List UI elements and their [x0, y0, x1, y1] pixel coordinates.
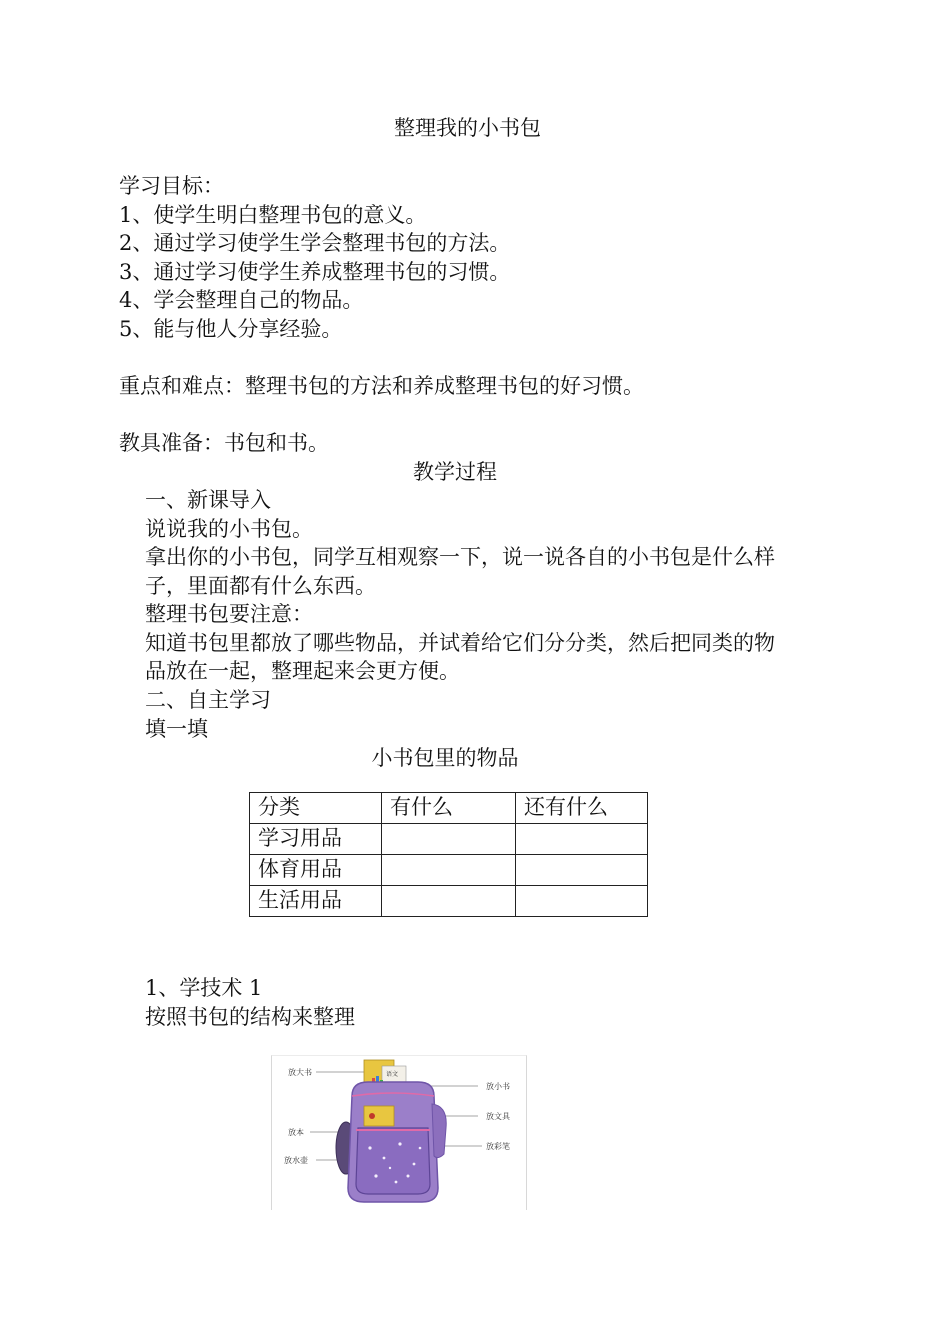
- label-notebook: 放本: [288, 1128, 304, 1137]
- objective-item-2: 2、通过学习使学生学会整理书包的方法。: [119, 231, 511, 255]
- backpack-illustration: [272, 1056, 526, 1210]
- section1-heading: 一、新课导入: [145, 488, 271, 512]
- section1-line-6: 品放在一起，整理起来会更方便。: [145, 659, 460, 683]
- table-row: [250, 886, 648, 917]
- objectives-heading: 学习目标：: [119, 174, 224, 198]
- document-title: 整理我的小书包: [394, 116, 541, 140]
- backpack-figure: [271, 1055, 527, 1210]
- label-water-bottle: 放水壶: [284, 1156, 308, 1165]
- table-cell-category: 生活用品: [250, 886, 382, 917]
- table-cell-category: 体育用品: [250, 855, 382, 886]
- teaching-aids: 教具准备：书包和书。: [119, 431, 329, 455]
- section1-line-3: 子，里面都有什么东西。: [145, 574, 376, 598]
- section2-heading: 二、自主学习: [145, 688, 271, 712]
- table-header-cell: 分类: [250, 793, 382, 824]
- process-title: 教学过程: [413, 460, 497, 484]
- table-cell-blank[interactable]: [382, 824, 516, 855]
- objective-item-5: 5、能与他人分享经验。: [119, 317, 343, 341]
- table-row: [250, 855, 648, 886]
- table-title: 小书包里的物品: [371, 746, 519, 770]
- label-crayons: 放彩笔: [486, 1142, 510, 1151]
- key-points: 重点和难点：整理书包的方法和养成整理书包的好习惯。: [119, 374, 644, 398]
- label-big-book: 放大书: [288, 1068, 312, 1077]
- table-row: [250, 824, 648, 855]
- table-cell-blank[interactable]: [516, 855, 648, 886]
- section1-line-5: 知道书包里都放了哪些物品，并试着给它们分分类，然后把同类的物: [145, 631, 775, 655]
- table-header-row: [250, 793, 648, 824]
- table-cell-blank[interactable]: [382, 855, 516, 886]
- fill-in-label: 填一填: [145, 717, 208, 741]
- table-cell-blank[interactable]: [516, 886, 648, 917]
- section1-line-1: 说说我的小书包。: [145, 517, 313, 541]
- table-cell-blank[interactable]: [382, 886, 516, 917]
- svg-text:语文: 语文: [386, 1071, 399, 1078]
- section1-line-2: 拿出你的小书包，同学互相观察一下，说一说各自的小书包是什么样: [145, 545, 775, 569]
- skill1-heading: 1、学技术 1: [145, 976, 263, 1000]
- items-table: [249, 792, 648, 917]
- table-header-cell: 有什么: [382, 793, 516, 824]
- objective-item-4: 4、学会整理自己的物品。: [119, 288, 364, 312]
- table-header-cell: 还有什么: [516, 793, 648, 824]
- label-small-book: 放小书: [486, 1082, 510, 1091]
- objective-item-3: 3、通过学习使学生养成整理书包的习惯。: [119, 260, 511, 284]
- section1-line-4: 整理书包要注意：: [145, 602, 313, 626]
- skill1-desc: 按照书包的结构来整理: [145, 1005, 355, 1029]
- objective-item-1: 1、使学生明白整理书包的意义。: [119, 203, 427, 227]
- table-cell-blank[interactable]: [516, 824, 648, 855]
- table-cell-category: 学习用品: [250, 824, 382, 855]
- label-stationery: 放文具: [486, 1112, 510, 1121]
